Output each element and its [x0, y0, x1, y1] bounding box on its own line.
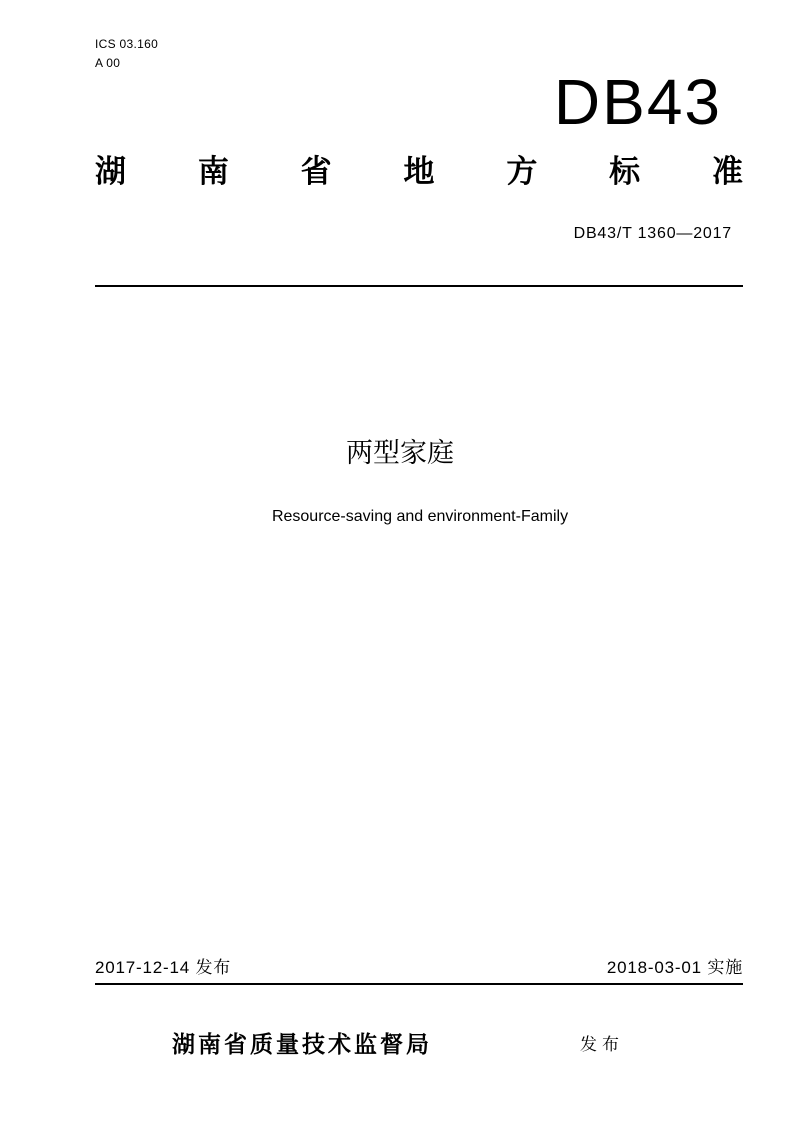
document-title-chinese: 两型家庭	[346, 438, 454, 469]
standard-type-char: 方	[506, 154, 538, 190]
footer-divider	[95, 983, 743, 985]
standard-number: DB43/T 1360—2017	[573, 225, 732, 242]
document-title-english: Resource-saving and environment-Family	[271, 508, 569, 525]
standard-type-char: 南	[197, 154, 229, 190]
standard-type-char: 湖	[95, 154, 126, 190]
standard-type-char: 地	[403, 154, 435, 190]
issuer-action-label: 发布	[580, 1035, 624, 1055]
db-mark: DB43	[553, 66, 722, 138]
standard-type-heading	[95, 148, 743, 196]
standard-type-char: 标	[609, 154, 641, 190]
implementation-date: 2018-03-01 实施	[606, 958, 743, 977]
issue-date: 2017-12-14 发布	[95, 958, 232, 977]
ics-code: ICS 03.160	[95, 37, 159, 51]
standard-type-char: 省	[300, 154, 332, 190]
header-divider	[95, 285, 743, 287]
classification-code: A 00	[95, 56, 121, 70]
standard-type-char: 准	[711, 154, 743, 190]
issuing-authority: 湖南省质量技术监督局	[172, 1032, 432, 1058]
